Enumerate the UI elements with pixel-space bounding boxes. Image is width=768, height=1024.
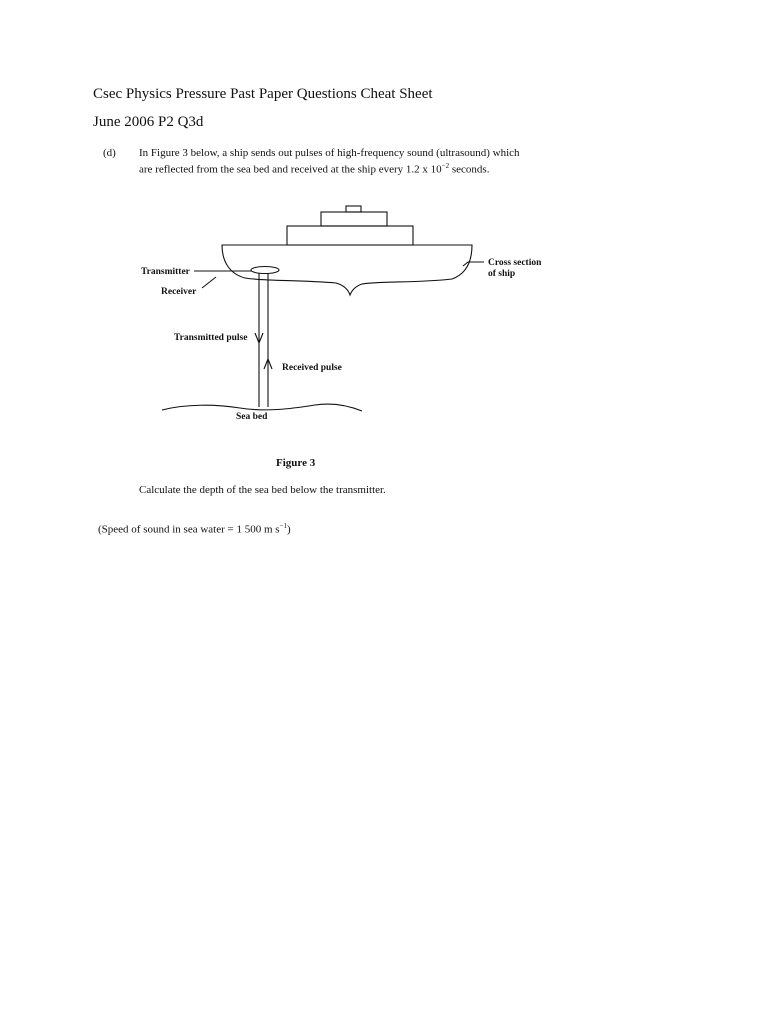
ship-bridge [346, 206, 361, 212]
sea-bed-line [162, 404, 362, 411]
transmitter-receiver [251, 267, 279, 274]
received-pulse-label: Received pulse [282, 363, 342, 373]
question-line-1: In Figure 3 below, a ship sends out pulses of high-frequency sound (ultrasound) which [139, 147, 520, 159]
instruction-text: Calculate the depth of the sea bed below the transmitter. [139, 484, 386, 496]
given-speed-exponent: −1 [279, 522, 288, 530]
question-label: (d) [103, 147, 116, 159]
document-title: Csec Physics Pressure Past Paper Questions Cheat Sheet [93, 86, 433, 102]
question-line-2-suffix: seconds. [449, 163, 490, 176]
sea-bed-label: Sea bed [236, 412, 268, 422]
transmitter-label: Transmitter [141, 267, 190, 277]
question-line-2-prefix: are reflected from the sea bed and received at the ship every 1.2 x 10 [139, 163, 442, 176]
receiver-label: Receiver [161, 287, 197, 297]
transmitted-pulse-label: Transmitted pulse [174, 333, 248, 343]
given-speed-text [98, 522, 291, 536]
cross-section-label-line-1: Cross section [488, 258, 542, 268]
cross-section-label-line-2: of ship [488, 269, 516, 279]
ship-cabin [321, 212, 387, 226]
given-speed-prefix: (Speed of sound in sea water = 1 500 m s [98, 523, 280, 536]
figure-caption: Figure 3 [276, 457, 316, 469]
given-speed-suffix: ) [287, 523, 291, 536]
question-line-2-exponent: −2 [441, 162, 450, 170]
ship-upper-deck [287, 226, 413, 245]
cross-section-leader [463, 262, 484, 266]
ship-sonar-diagram [0, 0, 768, 450]
receiver-leader [202, 277, 216, 288]
document-subtitle: June 2006 P2 Q3d [93, 114, 204, 130]
